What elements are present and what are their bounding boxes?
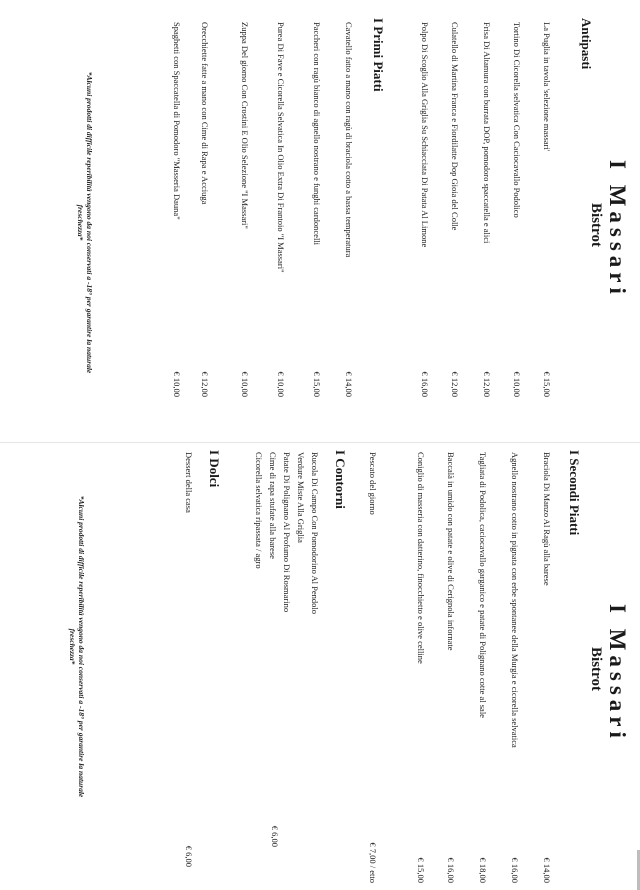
menu-item-price: € 14,00 [344, 371, 354, 397]
menu-item: Zuppa Del giorno Con Crostini E Olio Selezione "I Massari" [240, 22, 250, 229]
restaurant-name: I Massari [605, 604, 630, 743]
menu-item: Rucola Di Campo Con Pomodorino Al Pendolo [310, 452, 320, 614]
menu-item-price: € 12,00 [482, 371, 492, 397]
menu-item-price: € 15,00 [416, 857, 426, 883]
restaurant-subtitle: Bistrot [588, 647, 604, 691]
restaurant-logo [587, 160, 630, 299]
section-title-dolci: I Dolci [207, 450, 222, 488]
menu-item-price: € 18,00 [478, 857, 488, 883]
menu-item-price: € 16,00 [420, 371, 430, 397]
menu-item-price: € 12,00 [450, 371, 460, 397]
section-title-secondi: I Secondi Piatti [567, 450, 582, 536]
menu-item: Dessert della casa [184, 452, 194, 513]
menu-item: Cicorella selvatica ripassata / agro [254, 452, 264, 569]
menu-item-price: € 10,00 [172, 371, 182, 397]
storage-note [76, 40, 94, 405]
menu-item-price: € 14,00 [542, 857, 552, 883]
menu-item: Braciola Di Manzo Al Ragù alla barese [542, 452, 552, 586]
menu-item-price: € 15,00 [542, 371, 552, 397]
menu-item-price: € 6,00 [270, 825, 280, 847]
menu-item: Frisa Di Altamura con burrata DOP, pomodoro spaccatella e alici [482, 22, 492, 244]
menu-item: Paccheri con ragù bianco di agnello nostrano e funghi cardoncelli [312, 22, 322, 246]
menu-page-right [0, 444, 640, 887]
restaurant-name: I Massari [605, 160, 630, 299]
menu-item-price: € 10,00 [512, 371, 522, 397]
section-title-primi: I Primi Piatti [371, 18, 386, 92]
menu-item: Purea Di Fave e Cicorella Selvatica In Olio Extra Di Frantoio "I Massari" [276, 22, 286, 273]
menu-item: Orecchiette fatte a mano con Cime di Rapa e Acciuga [200, 22, 210, 205]
menu-item: Polpo Di Scoglio Alla Griglia Su Schiacciata Di Patata Al Limone [420, 22, 430, 248]
menu-item: Patate Di Polignano Al Profumo Di Rosmarino [282, 452, 292, 613]
section-title-antipasti: Antipasti [579, 18, 594, 70]
menu-item: Verdure Miste Alla Griglia [296, 452, 306, 543]
storage-note-line2: freschezza* [76, 204, 85, 241]
storage-note-line2: freschezza* [68, 628, 77, 665]
menu-item-price: € 6,00 [184, 845, 194, 867]
restaurant-logo [587, 604, 630, 743]
section-title-contorni: I Contorni [333, 450, 348, 509]
storage-note-line1: *Alcuni prodotti di difficile reperibilità vengono da noi conservati a -18° per garantire la naturale [77, 495, 86, 798]
restaurant-subtitle: Bistrot [588, 203, 604, 247]
menu-item-price: € 15,00 [312, 371, 322, 397]
storage-note-line1: *Alcuni prodotti di difficile reperibilità vengono da noi conservati a -18° per garantire la naturale [85, 71, 94, 374]
menu-item-price: € 10,00 [276, 371, 286, 397]
menu-item-price: € 16,00 [510, 857, 520, 883]
storage-note [68, 464, 86, 829]
menu-item-price: € 16,00 [446, 857, 456, 883]
menu-item: Tortino Di Cicorella selvatica Con Caciocavallo Podolico [512, 22, 522, 218]
menu-item-price: € 7,00 / etto [368, 842, 378, 883]
menu-item: Agnello nostrano cotto in pignata con erbe spontanee della Murgia e cicorella selvatica [510, 452, 520, 748]
menu-item: Cavatello fatto a mano con ragù di braciola cotto a bassa temperatura [344, 22, 354, 258]
menu-item-price: € 10,00 [240, 371, 250, 397]
menu-item: La Puglia in tavola 'selezione massari' [542, 22, 552, 152]
menu-item: Culatello di Martina Franca e Fiordilatte Dop Gioia del Colle [450, 22, 460, 231]
menu-page-left [0, 0, 640, 443]
menu-item-price: € 12,00 [200, 371, 210, 397]
menu-item: Coniglio di masseria con datterino, finocchietto e olive celline [416, 452, 426, 664]
menu-item: Baccalà in umido con patate e olive di Cerignola infornate [446, 452, 456, 651]
menu-item: Spaghetti con Spaccatella di Pomodoro "Masseria Dauna" [172, 22, 182, 220]
menu-item: Cime di rapa stufate alla barese [268, 452, 278, 559]
menu-item: Pescato del giorno [368, 452, 378, 515]
menu-item: Tagliata di Podolica, caciocavallo garganico e patate di Polignano cotte al sale [478, 452, 488, 718]
